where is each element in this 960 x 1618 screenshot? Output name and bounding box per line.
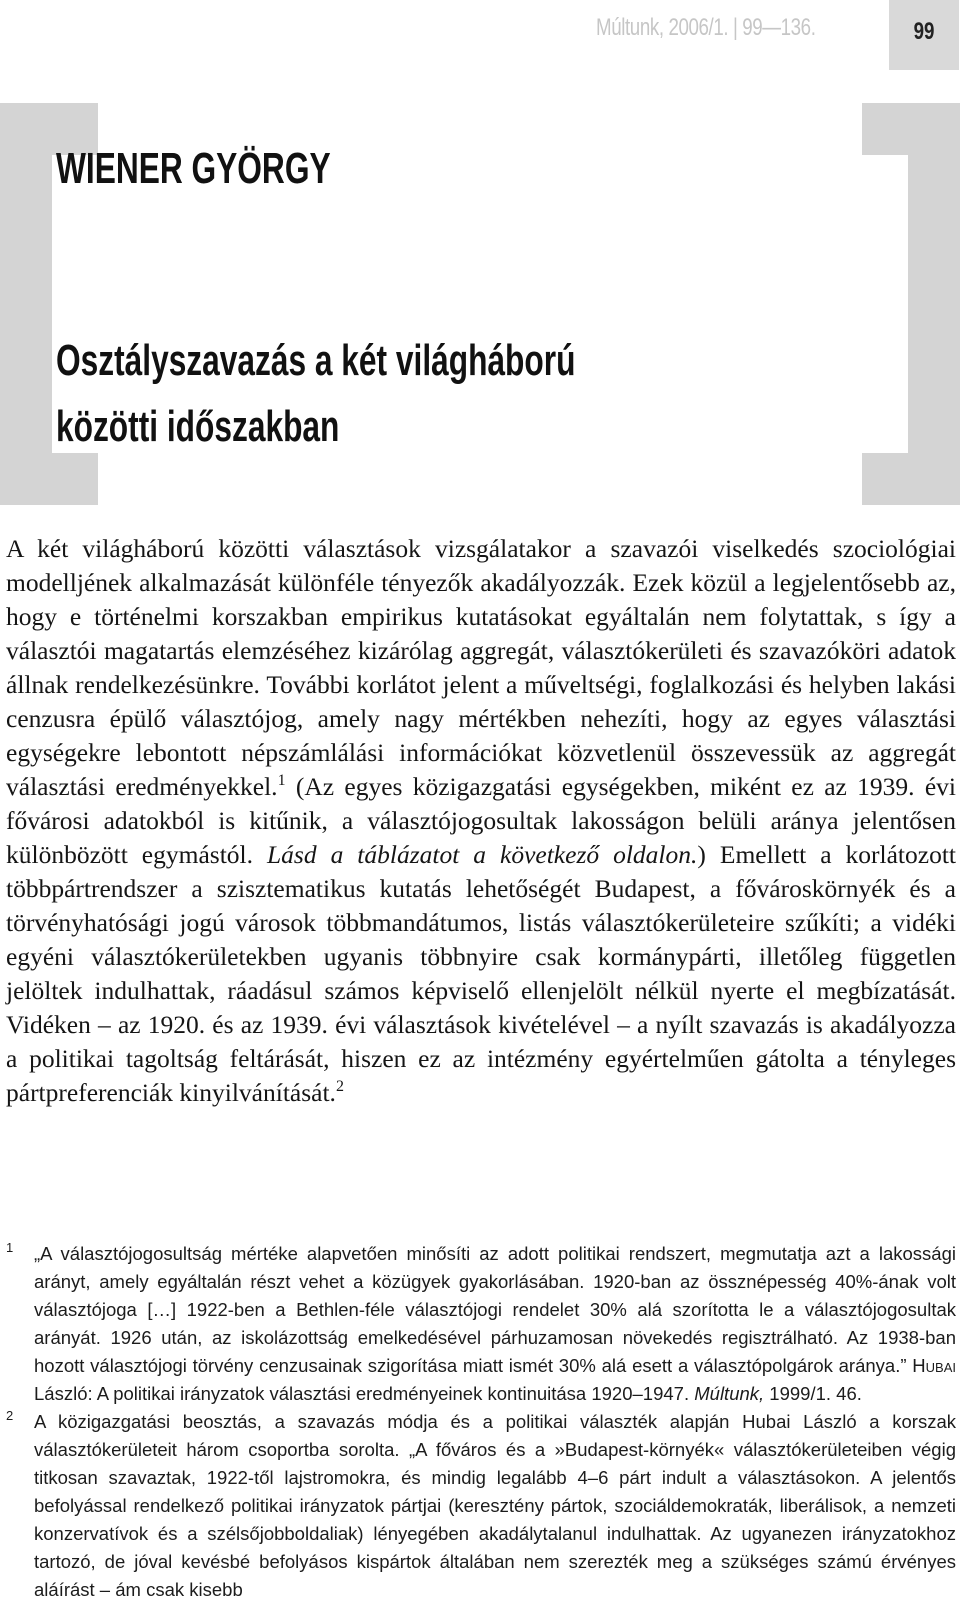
article-title [56, 328, 575, 460]
footnote-number: 2 [6, 1408, 14, 1423]
body-italic-reference: Lásd a táblázatot a következő oldalon. [266, 840, 698, 869]
page-number-box [889, 0, 959, 70]
body-text-c: ) Emellett a korlátozott többpártrendszer a szisztematikus kutatás lehetőségét Budapest, a fővároskörnyék és a törvényhatósági jogú városok többmandátumos, listás választókerületeire szűkíti; a vidéki egyéni választókerületekben ugyanis többnyire csak kormánypárti, illetőleg független jelöltek indulhattak, ráadásul számos képviselő ellenjelölt nélkül nyerte el megbízatását. Vidéken – az 1920. és az 1939. évi választások kivételével – a nyílt szavazás is akadályozza a politikai tagoltság feltárását, hiszen ez az intézmény egyértelműen gátolta a tényleges pártpreferenciák kinyilvánítását. [6, 840, 957, 1107]
footnotes [6, 1240, 956, 1604]
footnote-ref-2[interactable]: 2 [335, 1078, 344, 1095]
right-bracket-top [862, 103, 960, 155]
footnote-text: László: A politikai irányzatok választási eredményeinek kontinuitása 1920–1947. [34, 1383, 695, 1404]
footnote-2 [6, 1408, 956, 1604]
footnote-1 [6, 1240, 956, 1408]
running-head: Múltunk, 2006/1. | 99—136. [596, 14, 816, 41]
body-paragraph [6, 532, 956, 1110]
footnote-author: Hubai [912, 1355, 956, 1376]
page-number: 99 [913, 18, 935, 45]
footnote-ref-1[interactable]: 1 [277, 772, 286, 789]
title-line-2: közötti időszakban [56, 402, 340, 451]
footnote-journal: Múltunk, [694, 1383, 765, 1404]
body-text-a: A két világháború közötti választások vizsgálatakor a szavazói viselkedés szociológiai modelljének alkalmazását különféle tényezők akadályozzák. Ezek közül a legjelentősebb az, hogy e történelmi korszakban empirikus kutatásokat egyáltalán nem folytattak, s így a választói magatartás elemzéséhez kizárólag aggregát, választókerületi és szavazóköri adatok állnak rendelkezésünkre. További korlátot jelent a műveltségi, foglalkozási és helyben lakási cenzusra épülő választójog, amely nagy mértékben nehezíti, hogy az egyes választási egységekre lebontott népszámlálási információkat közvetlenül összevessük az aggregát választási eredményekkel. [6, 534, 956, 801]
left-bracket [0, 103, 52, 505]
footnote-text: „A választójogosultság mértéke alapvetően minősíti az adott politikai rendszert, megmutatja azt a lakossági arányt, amely egyáltalán részt vehet a közügyek gyakorlásában. 1920-ban az össznépesség 40%-ának volt választójoga […] 1922-ben a Bethlen-féle választójogi rendelet 30% alá szorította le a választójogosultak arányát. 1926 után, az iskolázottság emelkedésével párhuzamosan növekedés regisztrálható. Az 1938-ban hozott választójogi törvény cenzusainak szigorítása miatt ismét 30% alá esett a választópolgárok aránya.” [34, 1243, 956, 1376]
footnote-number: 1 [6, 1240, 14, 1255]
footnote-text: 1999/1. 46. [764, 1383, 862, 1404]
article-author: WIENER GYÖRGY [56, 144, 331, 193]
right-bracket [908, 103, 960, 505]
left-bracket-bottom [0, 453, 98, 505]
right-bracket-bottom [862, 453, 960, 505]
title-line-1: Osztályszavazás a két világháború [56, 336, 576, 385]
footnote-text: A közigazgatási beosztás, a szavazás módja és a politikai választék alapján Hubai László a korszak választókerületeit három csoportba sorolta. „A főváros és a »Budapest-környék« választókerületeiben végig titkosan szavaztak, 1922-től lajstromokra, és mindig legalább 4–6 párt indult a választásokon. A jelentős befolyással rendelkező politikai irányzatok pártjai (keresztény pártok, szociáldemokraták, liberálisok, a nemzeti konzervatívok és a szélsőjobboldaliak) lényegében akadálytalanul indulhattak. Az ugyanezen irányzatokhoz tartozó, de jóval kevésbé befolyásos kispártok általában nem szerezték meg a szükséges számú érvényes aláírást – ám csak kisebb [34, 1411, 956, 1600]
body-text-b: (Az egyes közigazgatási egységekben, miként ez az 1939. évi fővárosi adatokból is kitűnik, a választójogosultak lakosságon belüli aránya jelentősen különbözött egymástól. [6, 772, 956, 869]
